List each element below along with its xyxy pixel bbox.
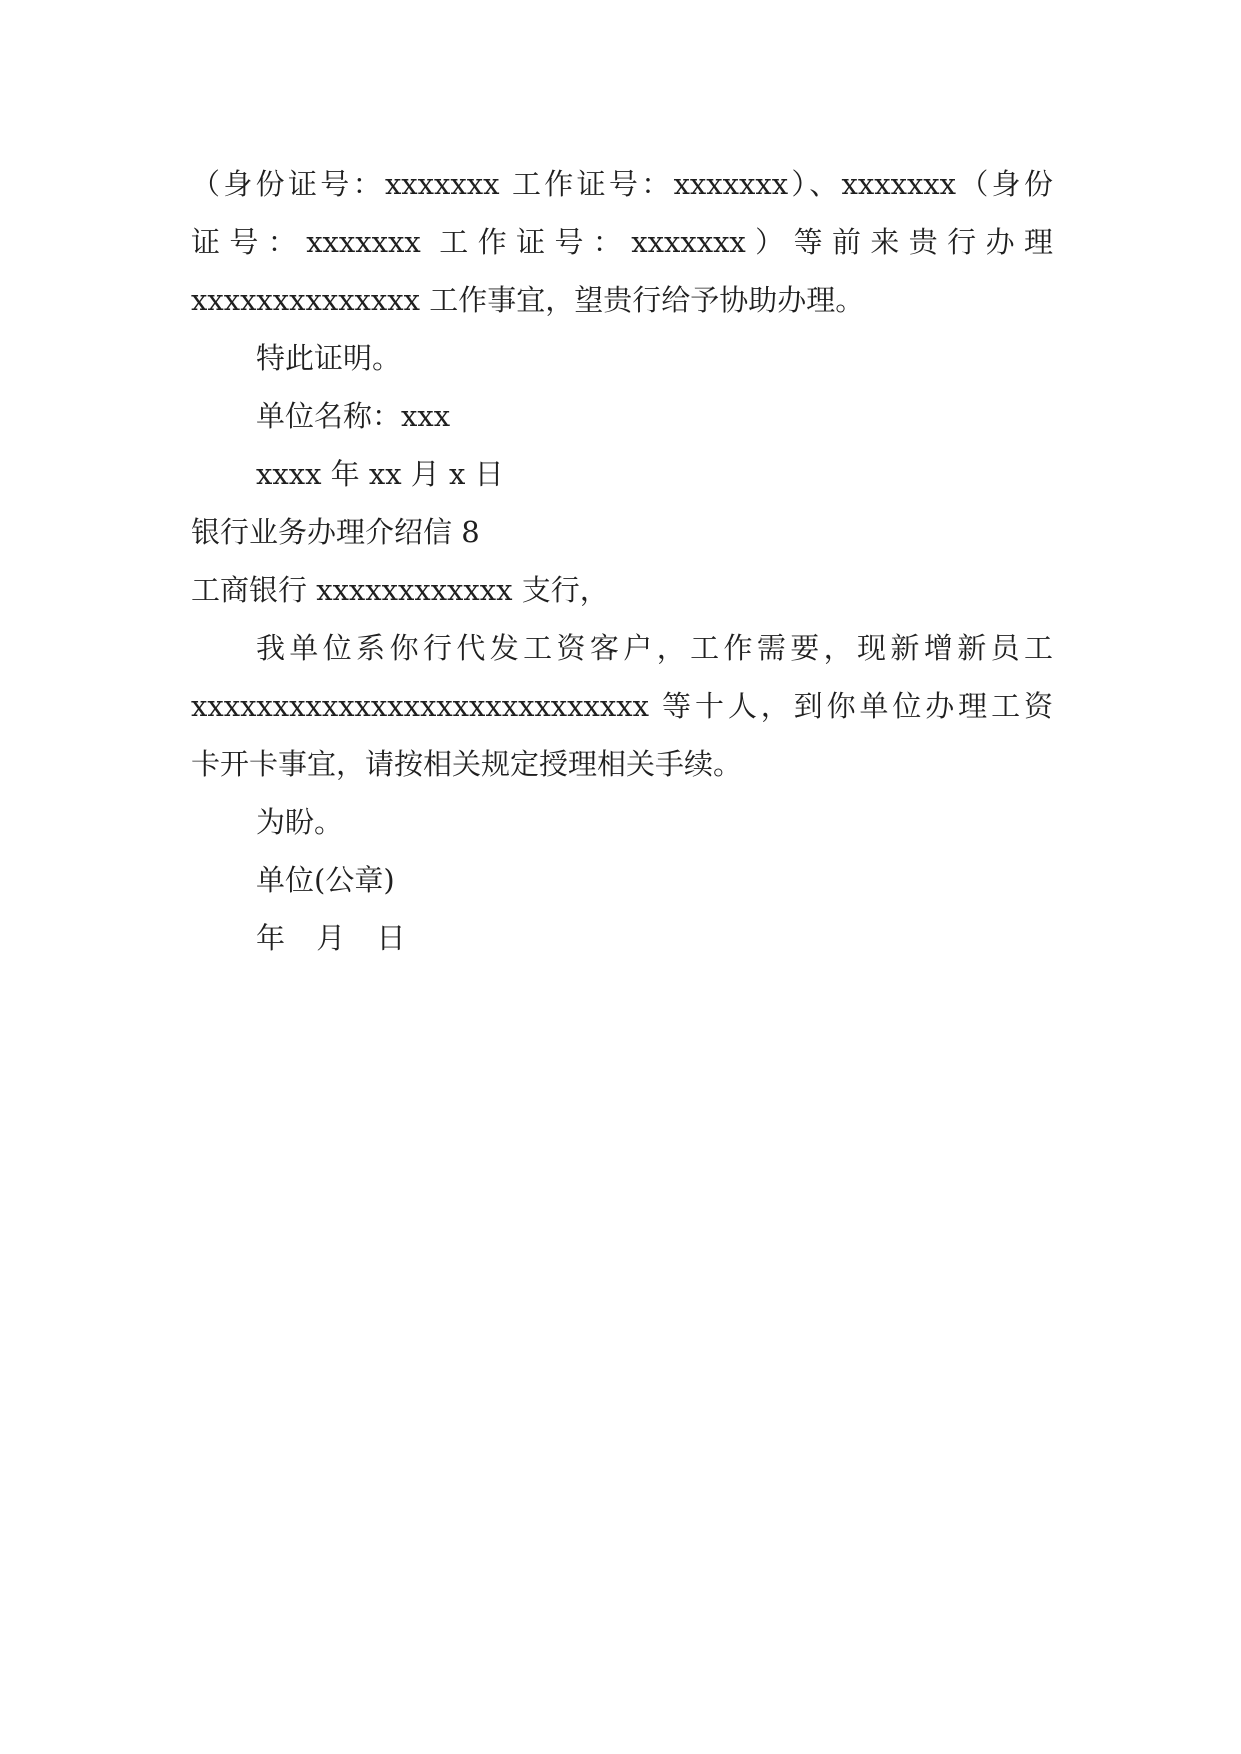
document-body (191, 155, 1053, 967)
paragraph-line: xxxxxxxxxxxxxx 工作事宜，望贵行给予协助办理。 (191, 283, 865, 317)
unit-name: 单位名称：xxx (256, 399, 451, 433)
signature-date: xxxx 年 xx 月 x 日 (256, 457, 504, 491)
blank-date (191, 909, 1053, 967)
date-day-label: 日 (376, 921, 406, 955)
paragraph-line: xxxxxxxxxxxxxxxxxxxxxxxxxxxx 等十人，到你单位办理工资 (191, 689, 1053, 723)
letter-title: 银行业务办理介绍信 8 (191, 515, 480, 549)
addressee: 工商银行 xxxxxxxxxxxx 支行， (191, 573, 609, 607)
seal-label: 单位(公章) (256, 863, 395, 897)
closing-text: 为盼。 (256, 805, 344, 839)
date-month-label: 月 (316, 921, 346, 955)
paragraph-line: 卡开卡事宜，请按相关规定授理相关手续。 (191, 747, 743, 781)
paragraph-line: （身份证号：xxxxxxx 工作证号：xxxxxxx）、xxxxxxx（身份 (191, 167, 1053, 201)
date-year-label: 年 (256, 921, 286, 955)
paragraph-line: 我单位系你行代发工资客户，工作需要，现新增新员工 (256, 631, 1053, 665)
paragraph-line: 证号：xxxxxxx 工作证号：xxxxxxx）等前来贵行办理 (191, 225, 1053, 259)
closing-text: 特此证明。 (256, 341, 402, 375)
